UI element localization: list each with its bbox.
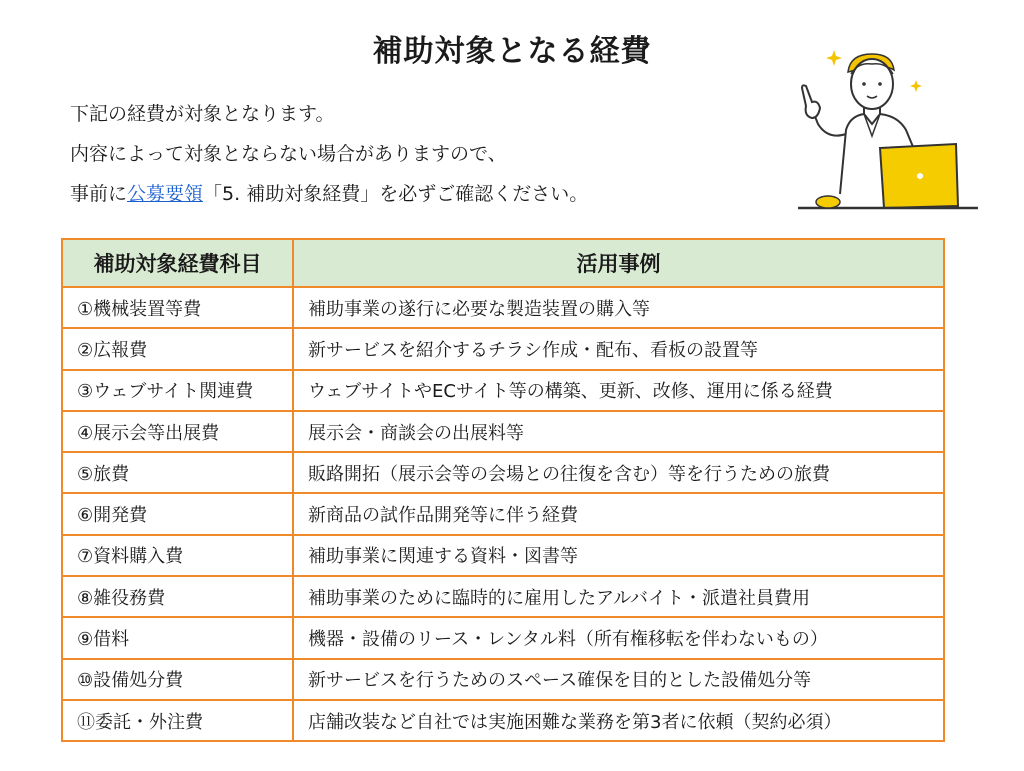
expense-item-cell: ④展示会等出展費 [62, 411, 293, 452]
table-row [62, 370, 944, 411]
table-row [62, 493, 944, 534]
sparkle-icon [826, 50, 842, 66]
table-row [62, 576, 944, 617]
table-row [62, 617, 944, 658]
usage-example-cell: 新サービスを行うためのスペース確保を目的とした設備処分等 [293, 659, 944, 700]
table-row [62, 700, 944, 741]
sparkle-icon [910, 80, 922, 92]
usage-example-cell: 販路開拓（展示会等の会場との往復を含む）等を行うための旅費 [293, 452, 944, 493]
usage-example-cell: 補助事業の遂行に必要な製造装置の購入等 [293, 287, 944, 328]
person-pointing-with-laptop-illustration [788, 44, 984, 210]
usage-example-cell: 補助事業のために臨時的に雇用したアルバイト・派遣社員費用 [293, 576, 944, 617]
intro-line-3-suffix: 「5. 補助対象経費」を必ずご確認ください。 [203, 183, 589, 205]
table-row [62, 328, 944, 369]
expense-item-cell: ⑨借料 [62, 617, 293, 658]
table-row [62, 411, 944, 452]
table-row [62, 535, 944, 576]
usage-example-cell: 補助事業に関連する資料・図書等 [293, 535, 944, 576]
table-row [62, 659, 944, 700]
usage-example-cell: ウェブサイトやECサイト等の構築、更新、改修、運用に係る経費 [293, 370, 944, 411]
expense-item-cell: ⑪委託・外注費 [62, 700, 293, 741]
eligible-expenses-table [61, 238, 945, 742]
expense-item-cell: ⑥開発費 [62, 493, 293, 534]
expense-item-cell: ①機械装置等費 [62, 287, 293, 328]
expense-item-cell: ⑧雑役務費 [62, 576, 293, 617]
column-header-expense-item: 補助対象経費科目 [62, 239, 293, 287]
usage-example-cell: 店舗改装など自社では実施困難な業務を第3者に依頼（契約必須） [293, 700, 944, 741]
table-header-row [62, 239, 944, 287]
expense-item-cell: ⑩設備処分費 [62, 659, 293, 700]
table-row [62, 452, 944, 493]
usage-example-cell: 展示会・商談会の出展料等 [293, 411, 944, 452]
guidelines-link[interactable]: 公募要領 [127, 183, 204, 205]
intro-line-2: 内容によって対象とならない場合がありますので、 [70, 143, 507, 165]
usage-example-cell: 新商品の試作品開発等に伴う経費 [293, 493, 944, 534]
usage-example-cell: 新サービスを紹介するチラシ作成・配布、看板の設置等 [293, 328, 944, 369]
intro-line-3 [70, 174, 588, 214]
expense-item-cell: ⑦資料購入費 [62, 535, 293, 576]
column-header-usage-example: 活用事例 [293, 239, 944, 287]
page-title: 補助対象となる経費 [372, 34, 652, 69]
usage-example-cell: 機器・設備のリース・レンタル料（所有権移転を伴わないもの） [293, 617, 944, 658]
intro-line-3-prefix: 事前に [70, 183, 128, 205]
expense-item-cell: ⑤旅費 [62, 452, 293, 493]
intro-line-1: 下記の経費が対象となります。 [70, 103, 335, 125]
intro-text [70, 94, 588, 214]
expense-item-cell: ③ウェブサイト関連費 [62, 370, 293, 411]
table-row [62, 287, 944, 328]
expense-item-cell: ②広報費 [62, 328, 293, 369]
